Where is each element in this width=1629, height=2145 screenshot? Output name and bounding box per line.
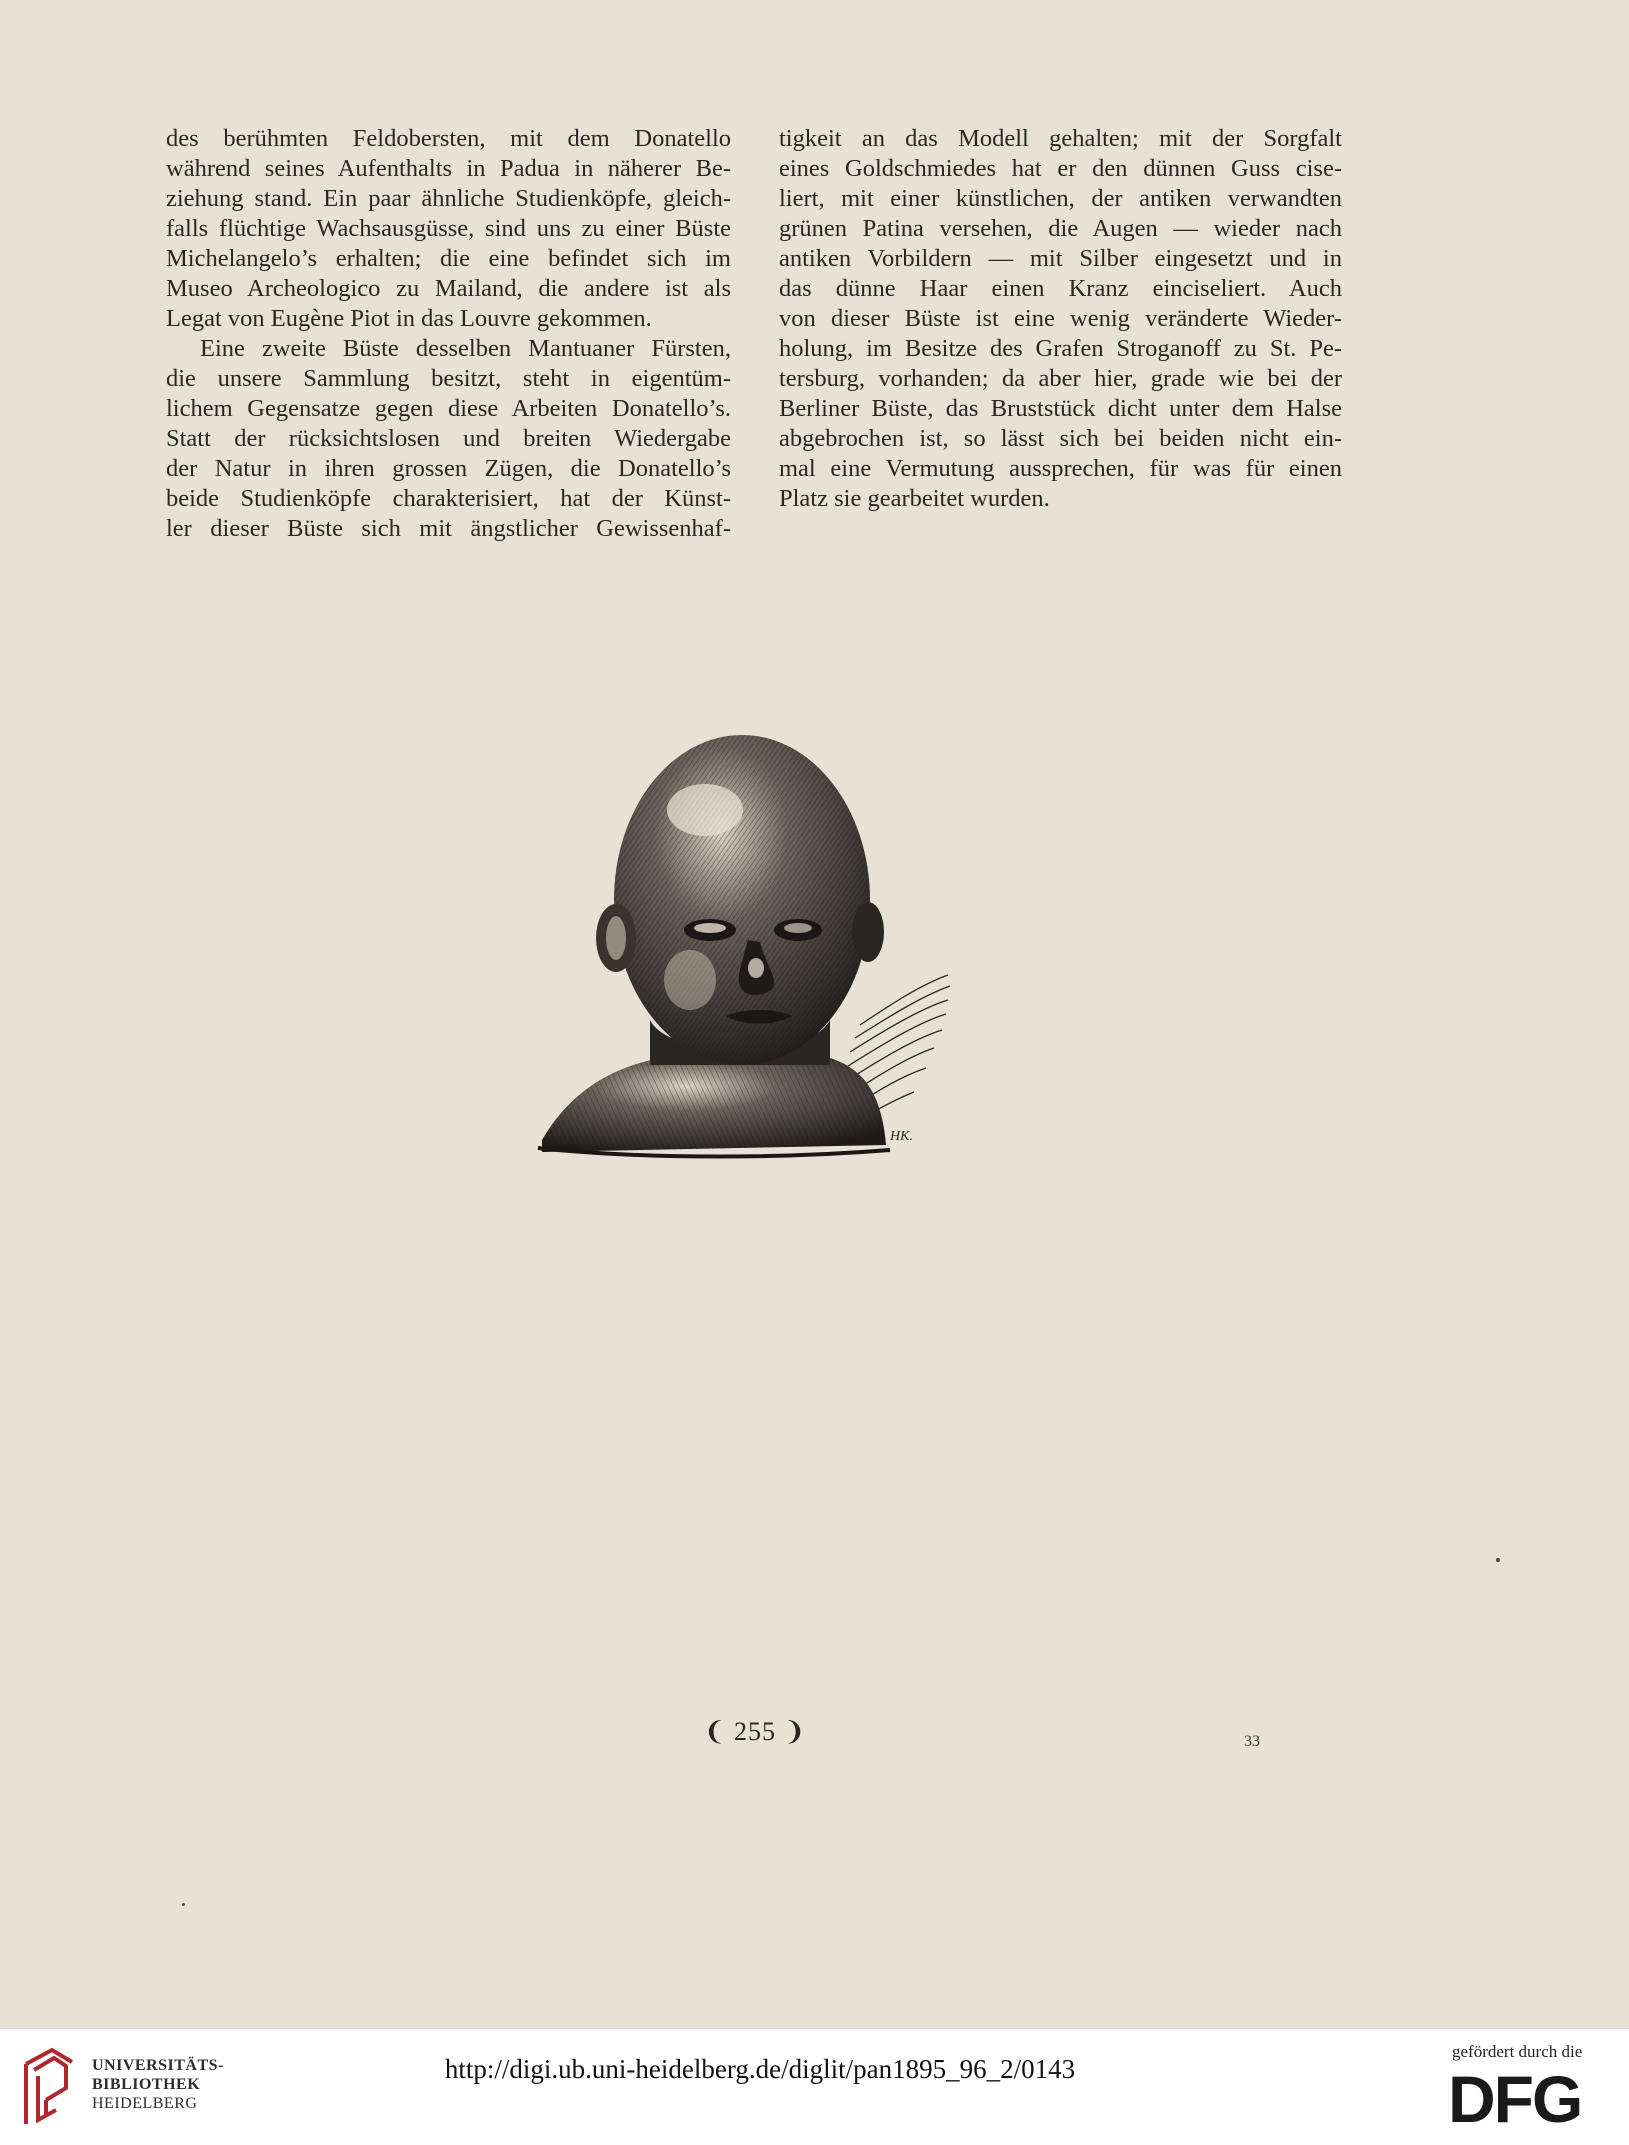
text-line: liert, mit einer künstlichen, der antiken verwandten [779,185,1342,212]
library-name-line: HEIDELBERG [92,2095,198,2112]
text-line: Eine zweite Büste desselben Mantuaner Fürsten, [200,335,731,362]
text-line: ler dieser Büste sich mit ängstlicher Gewissenhaf- [166,515,731,542]
illustration-monogram: HK. [890,1129,913,1144]
text-line: tersburg, vorhanden; da aber hier, grade wie bei der [779,365,1342,392]
text-line: Berliner Büste, das Bruststück dicht unter dem Halse [779,395,1342,422]
text-line: der Natur in ihren grossen Zügen, die Donatello’s [166,455,731,482]
text-line: die unsere Sammlung besitzt, steht in eigentüm- [166,365,731,392]
text-line: während seines Aufenthalts in Padua in näherer Be- [166,155,731,182]
permalink-url[interactable]: http://digi.ub.uni-heidelberg.de/diglit/pan1895_96_2/0143 [444,2054,1076,2084]
text-line: ziehung stand. Ein paar ähnliche Studienköpfe, gleich- [166,185,731,212]
text-line: Legat von Eugène Piot in das Louvre gekommen. [166,305,652,332]
text-line: Statt der rücksichtslosen und breiten Wiedergabe [166,425,731,452]
footer-bar [0,2028,1629,2145]
text-line: antiken Vorbildern — mit Silber eingesetzt und in [779,245,1342,272]
signature-mark: 33 [1244,1733,1260,1750]
dfg-logo-text: DFG [1448,2066,1582,2128]
text-line: holung, im Besitze des Grafen Stroganoff zu St. Pe- [779,335,1342,362]
text-column-right [779,124,1342,514]
text-line: Museo Archeologico zu Mailand, die andere ist als [166,275,731,302]
text-line: Platz sie gearbeitet wurden. [779,485,1050,512]
text-line: des berühmten Feldobersten, mit dem Donatello [166,125,731,152]
library-name[interactable] [92,2056,224,2113]
speck [1496,1558,1500,1562]
speck [182,1903,185,1906]
bust-illustration [530,720,980,1170]
text-line: lichem Gegensatze gegen diese Arbeiten Donatello’s. [166,395,731,422]
text-line: eines Goldschmiedes hat er den dünnen Guss cise- [779,155,1342,182]
text-line: Michelangelo’s erhalten; die eine befindet sich im [166,245,731,272]
page-number: ❨ 255 ❩ [703,1717,807,1746]
library-name-line: UNIVERSITÄTS- [92,2057,224,2074]
dfg-logo-icon[interactable] [1448,2066,1608,2128]
funded-by-label: gefördert durch die [1452,2042,1583,2061]
text-line: von dieser Büste ist eine wenig veränderte Wieder- [779,305,1342,332]
university-library-logo-icon[interactable] [16,2040,82,2132]
library-name-line: BIBLIOTHEK [92,2076,201,2093]
text-line: das dünne Haar einen Kranz einciseliert. Auch [779,275,1342,302]
text-line: abgebrochen ist, so lässt sich bei beiden nicht ein- [779,425,1342,452]
text-column-left [166,124,731,544]
text-line: beide Studienköpfe charakterisiert, hat der Künst- [166,485,731,512]
text-line: mal eine Vermutung aussprechen, für was für einen [779,455,1342,482]
text-line: tigkeit an das Modell gehalten; mit der Sorgfalt [779,125,1342,152]
text-line: grünen Patina versehen, die Augen — wieder nach [779,215,1342,242]
text-line: falls flüchtige Wachsausgüsse, sind uns zu einer Büste [166,215,731,242]
